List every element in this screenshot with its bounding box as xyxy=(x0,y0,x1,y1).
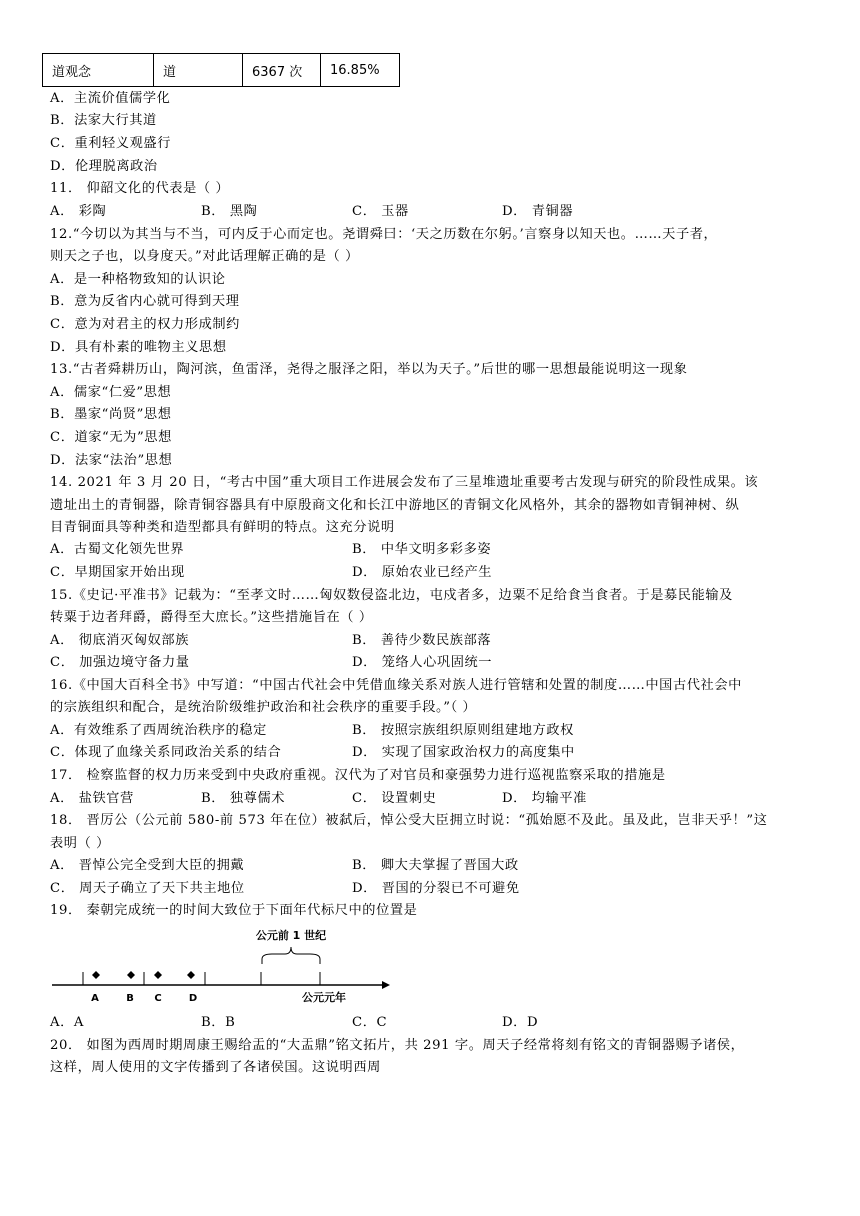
q12-option-a: A．是一种格物致知的认识论 xyxy=(50,272,226,287)
q18-option-c: C． 周天子确立了天下共主地位 xyxy=(50,881,245,896)
q10-option-b: B．法家大行其道 xyxy=(50,113,157,128)
q18-option-a: A． 晋悼公完全受到大臣的拥戴 xyxy=(50,858,245,873)
q11-option-a: A． 彩陶 xyxy=(50,204,107,219)
timeline-century-label: 公元前 1 世纪 xyxy=(255,929,327,942)
q15-option-a: A． 彻底消灭匈奴部族 xyxy=(50,633,190,648)
timeline-marker-a xyxy=(92,971,100,979)
timeline-label-a: A xyxy=(91,993,99,1004)
q17-stem: 17． 检察监督的权力历来受到中央政府重视。汉代为了对官员和豪强势力进行巡视监察采取的措施是 xyxy=(50,768,666,783)
q18-option-d: D． 晋国的分裂已不可避免 xyxy=(352,881,520,896)
q16-option-d: D． 实现了国家政治权力的高度集中 xyxy=(352,745,575,760)
q14-option-c: C．早期国家开始出现 xyxy=(50,565,185,580)
q14-option-d: D． 原始农业已经产生 xyxy=(352,565,493,580)
q14-option-a: A．古蜀文化领先世界 xyxy=(50,542,185,557)
q13-option-b: B．墨家“尚贤”思想 xyxy=(50,407,172,422)
q18-stem-line2: 表明（ ） xyxy=(50,836,110,851)
q14-stem-line2: 遗址出土的青铜器，除青铜容器具有中原殷商文化和长江中游地区的青铜文化风格外，其余的器物如青铜神树、纵 xyxy=(50,498,740,513)
q10-option-c: C．重利轻义观盛行 xyxy=(50,136,171,151)
timeline-brace xyxy=(262,947,320,964)
q13-option-a: A．儒家“仁爱”思想 xyxy=(50,385,172,400)
q11-stem: 11． 仰韶文化的代表是（ ） xyxy=(50,181,230,196)
q11-option-d: D． 青铜器 xyxy=(502,204,574,219)
q19-stem: 19． 秦朝完成统一的时间大致位于下面年代标尺中的位置是 xyxy=(50,903,418,918)
q17-option-b: B． 独尊儒术 xyxy=(201,791,286,806)
q14-option-b: B． 中华文明多彩多姿 xyxy=(352,542,492,557)
q19-option-b: B．B xyxy=(201,1015,236,1030)
q10-option-d: D．伦理脱离政治 xyxy=(50,159,158,174)
q19-option-c: C．C xyxy=(352,1015,388,1030)
timeline-arrowhead xyxy=(382,981,390,989)
q12-stem-line2: 则天之子也，以身度天。”对此话理解正确的是（ ） xyxy=(50,249,359,264)
q16-stem-line1: 16.《中国大百科全书》中写道：“中国古代社会中凭借血缘关系对族人进行管辖和处置的制度……中国古代社会中 xyxy=(50,678,742,693)
q12-option-c: C．意为对君主的权力形成制约 xyxy=(50,317,240,332)
q14-stem-line1: 14. 2021 年 3 月 20 日，“考古中国”重大项目工作进展会发布了三星堆遗址重要考古发现与研究的阶段性成果。该 xyxy=(50,475,759,490)
table-cell: 6367 次 xyxy=(243,54,321,87)
q16-option-b: B． 按照宗族组织原则组建地方政权 xyxy=(352,723,574,738)
q13-option-d: D．法家“法治”思想 xyxy=(50,453,173,468)
q16-option-a: A．有效维系了西周统治秩序的稳定 xyxy=(50,723,267,738)
q15-stem-line2: 转粟于边者拜爵，爵得至大庶长。”这些措施旨在（ ） xyxy=(50,610,373,625)
timeline-label-c: C xyxy=(154,993,162,1004)
timeline-year-label: 公元元年 xyxy=(302,991,346,1004)
q17-option-c: C． 设置刺史 xyxy=(352,791,437,806)
q15-stem-line1: 15.《史记·平准书》记载为：“至孝文时……匈奴数侵盗北边，屯戍者多，边粟不足给食当食者。于是募民能输及 xyxy=(50,588,733,603)
q11-option-c: C． 玉器 xyxy=(352,204,409,219)
q11-option-b: B． 黑陶 xyxy=(201,204,258,219)
q19-option-a: A．A xyxy=(50,1015,85,1030)
table-row xyxy=(43,54,400,87)
q15-option-d: D． 笼络人心巩固统一 xyxy=(352,655,493,670)
q16-stem-line2: 的宗族组织和配合，是统治阶级维护政治和社会秩序的重要手段。”（ ） xyxy=(50,700,477,715)
q18-stem-line1: 18． 晋厉公（公元前 580-前 573 年在位）被弑后，悼公受大臣拥立时说：“孤始愿不及此。虽及此，岂非天乎！”这 xyxy=(50,813,768,828)
q10-option-a: A．主流价值儒学化 xyxy=(50,91,171,106)
timeline-label-d: D xyxy=(188,993,198,1004)
q16-option-c: C．体现了血缘关系同政治关系的结合 xyxy=(50,745,282,760)
timeline-marker-c xyxy=(154,971,162,979)
q13-option-c: C．道家“无为”思想 xyxy=(50,430,172,445)
q19-option-d: D．D xyxy=(502,1015,539,1030)
q20-stem-line2: 这样，周人使用的文字传播到了各诸侯国。这说明西周 xyxy=(50,1060,381,1075)
timeline-marker-b xyxy=(127,971,135,979)
q18-option-b: B． 卿大夫掌握了晋国大政 xyxy=(352,858,519,873)
q14-stem-line3: 目青铜面具等种类和造型都具有鲜明的特点。这充分说明 xyxy=(50,520,395,535)
table-cell: 16.85% xyxy=(321,54,400,87)
timeline-ruler xyxy=(40,922,400,1008)
table-cell: 道 xyxy=(154,54,243,87)
q12-option-b: B．意为反省内心就可得到天理 xyxy=(50,294,240,309)
q15-option-b: B． 善待少数民族部落 xyxy=(352,633,492,648)
timeline-marker-d xyxy=(187,971,195,979)
q15-option-c: C． 加强边境守备力量 xyxy=(50,655,190,670)
table-cell: 道观念 xyxy=(43,54,154,87)
timeline-label-b: B xyxy=(126,993,134,1004)
q17-option-d: D． 均输平准 xyxy=(502,791,587,806)
q12-option-d: D．具有朴素的唯物主义思想 xyxy=(50,340,227,355)
q20-stem-line1: 20． 如图为西周时期周康王赐给盂的“大盂鼎”铭文拓片，共 291 字。周天子经常将刻有铭文的青铜器赐予诸侯， xyxy=(50,1038,745,1053)
q17-option-a: A． 盐铁官营 xyxy=(50,791,134,806)
stats-table xyxy=(42,53,400,87)
q12-stem-line1: 12.“今切以为其当与不当，可内反于心而定也。尧谓舜曰：‘天之历数在尔躬。’言察身以知天也。……天子者， xyxy=(50,227,718,242)
q13-stem: 13.“古者舜耕历山，陶河滨，鱼雷泽，尧得之服泽之阳，举以为天子。”后世的哪一思想最能说明这一现象 xyxy=(50,362,688,377)
